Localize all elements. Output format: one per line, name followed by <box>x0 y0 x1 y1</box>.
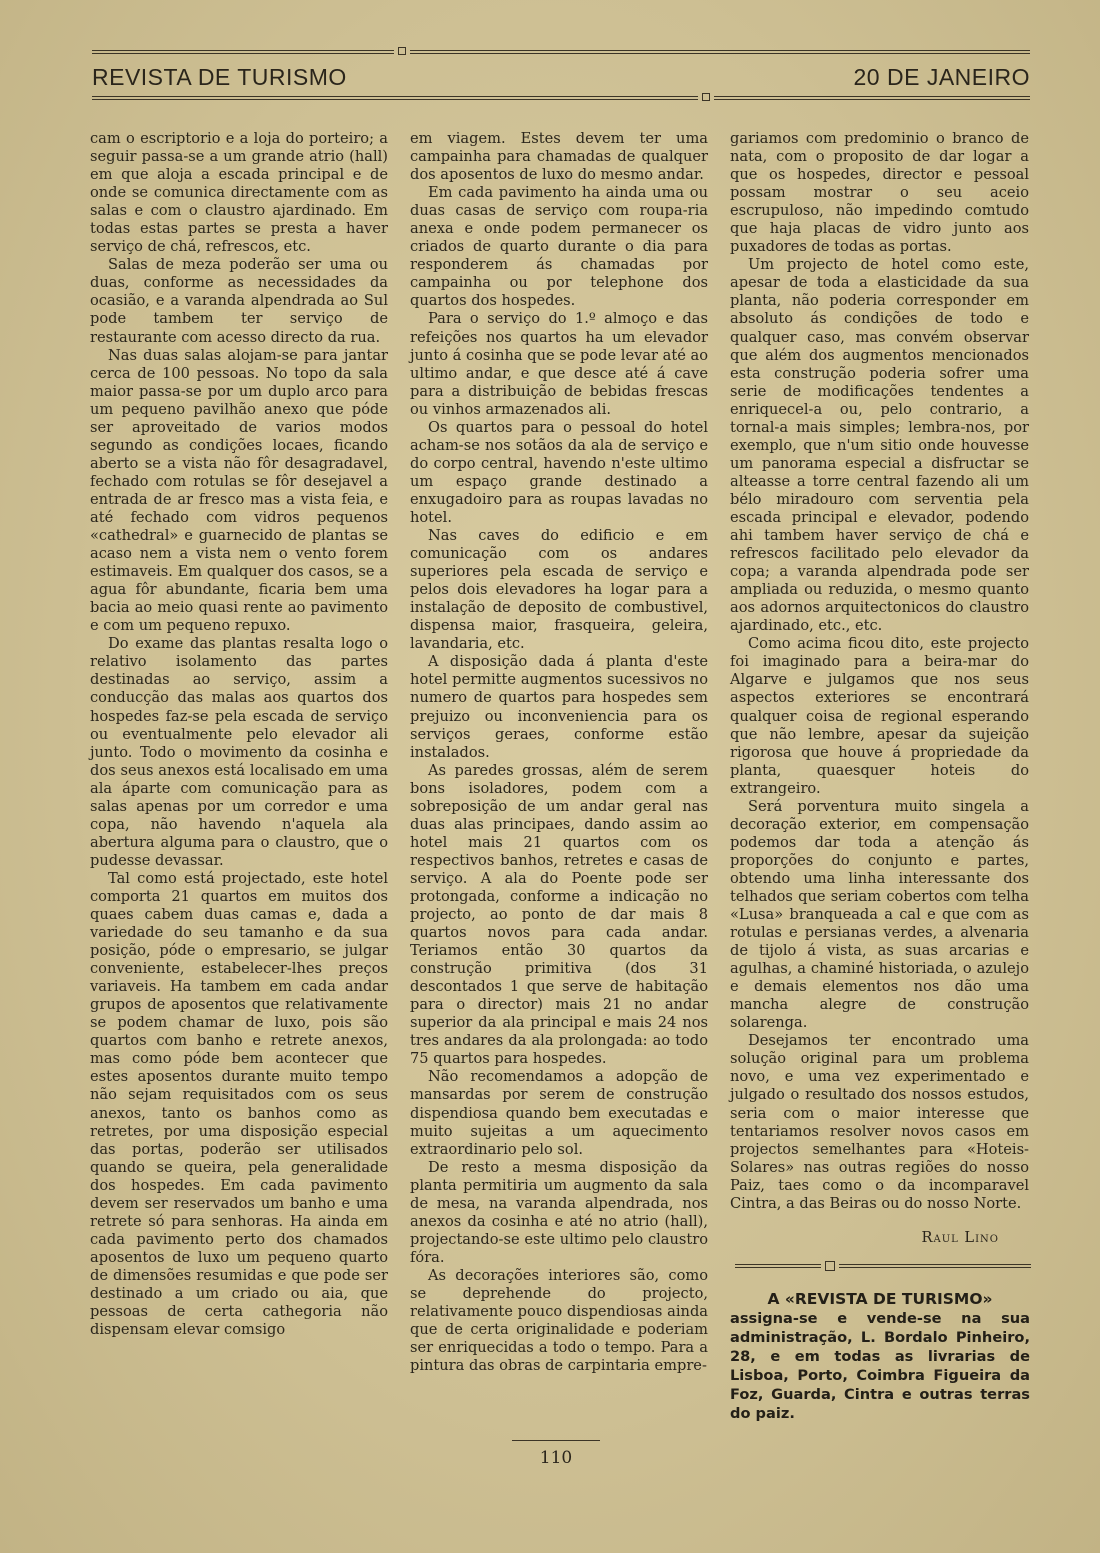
paragraph: Nas caves do edificio e em comunicação com os andares superiores pela escada de serviço e pelos dois elevadores ha logar para a instalação de deposito de combustivel, dispensa maior, frasqueira, geleira, lavandaria, etc. <box>410 527 708 653</box>
paragraph: Salas de meza poderão ser uma ou duas, conforme as necessidades da ocasião, e a varanda alpendrada ao Sul pode tambem ter serviço de restaurante com acesso directo da rua. <box>90 256 388 346</box>
text-column-3 <box>730 130 1029 1247</box>
notice-title: A «REVISTA DE TURISMO» <box>767 1290 993 1308</box>
header-title: REVISTA DE TURISMO <box>92 64 347 90</box>
section-divider <box>735 1262 1031 1270</box>
text-column-1 <box>90 130 388 1339</box>
header-date: 20 DE JANEIRO <box>853 64 1030 90</box>
paragraph: Do exame das plantas resalta logo o relativo isolamento das partes destinadas ao serviço, assim a conducção das malas aos quartos dos hospedes faz-se pela escada de serviço ou eventualmente pelo elevador ali junto. Todo o movimento da cosinha e dos seus anexos está localisado em uma ala áparte com comunicação para as salas apenas por um corredor e uma copa, não havendo n'aquela ala abertura alguma para o claustro, que o pudesse devassar. <box>90 635 388 869</box>
paragraph: Tal como está projectado, este hotel comporta 21 quartos em muitos dos quaes cabem duas camas e, dada a variedade do seu tamanho e da sua posição, póde o empresario, se julgar conveniente, estabelecer-lhes preços variaveis. Ha tambem em cada andar grupos de aposentos que relativamente se podem chamar de luxo, pois são quartos com banho e retrete anexos, mas como póde bem acontecer que estes aposentos durante muito tempo não sejam requisitados com os seus anexos, tanto os banhos como as retretes, por uma disposição especial das portas, poderão ser utilisados quando se queira, pela generalidade dos hospedes. Em cada pavimento devem ser reservados um banho e uma retrete só para senhoras. Ha ainda em cada pavimento perto dos chamados aposentos de luxo um pequeno quarto de dimensões resumidas e que pode ser destinado a um criado ou aia, que pessoas de certa cathegoria não dispensam elevar comsigo <box>90 869 388 1339</box>
paragraph: As paredes grossas, além de serem bons isoladores, podem com a sobreposição de um andar geral nas duas alas principaes, dando assim ao hotel mais 21 quartos com os respectivos banhos, retretes e casas de serviço. A ala do Poente pode ser protongada, conforme a indicação no projecto, ao ponto de dar mais 8 quartos novos para cada andar. Teriamos então 30 quartos da construção primitiva (dos 31 descontados 1 que serve de habitação para o director) mais 21 no andar superior da ala principal e mais 24 nos tres andares da ala prolongada: ao todo 75 quartos para hospedes. <box>410 761 708 1068</box>
rule-ornament <box>825 1261 835 1271</box>
paragraph: Um projecto de hotel como este, apesar de toda a elasticidade da sua planta, não poderia corresponder em absoluto ás condições de todo e qualquer caso, mas convém observar que além dos augmentos mencionados esta construção poderia sofrer uma serie de modificações tendentes a enriquecel-a ou, pelo contrario, a tornal-a mais simples; lembra-nos, por exemplo, que n'um sitio onde houvesse um panorama especial a disfructar se alteasse a torre central fazendo ali um bélo miradouro com serventia pela escada principal e elevador, podendo ahi tambem haver serviço de chá e refrescos facilitado pelo elevador da copa; a varanda alpendrada pode ser ampliada ou reduzida, o mesmo quanto aos adornos arquitectonicos do claustro ajardinado, etc., etc. <box>730 256 1029 635</box>
author-signature: Raul Lino <box>921 1228 999 1246</box>
paragraph: Nas duas salas alojam-se para jantar cerca de 100 pessoas. No topo da sala maior passa-se por um duplo arco para um pequeno pavilhão anexo que póde ser aproveitado de varios modos segundo as condições locaes, ficando aberto se a vista não fôr desagradavel, fechado com rotulas se fôr desejavel a entrada de ar fresco mas a vista feia, e até fechado com vidros pequenos «cathedral» e guarnecido de plantas se acaso nem a vista nem o vento forem estimaveis. Em qualquer dos casos, se a agua fôr abundante, ficaria bem uma bacia ao meio quasi rente ao pavimento e com um pequeno repuxo. <box>90 346 388 635</box>
paragraph: Desejamos ter encontrado uma solução original para um problema novo, e uma vez experimentado e julgado o resultado dos nossos estudos, seria com o maior interesse que tentariamos resolver novos casos em projectos semelhantes para «Hoteis-Solares» nas outras regiões do nosso Paiz, taes como o da incomparavel Cintra, a das Beiras ou do nosso Norte. <box>730 1032 1029 1212</box>
header-rule-bottom <box>92 96 1030 102</box>
subscription-notice <box>730 1290 1030 1423</box>
paragraph: gariamos com predominio o branco de nata, com o proposito de dar logar a que os hospedes, director e pessoal possam mostrar o seu aceio escrupuloso, não impedindo comtudo que haja placas de vidro junto aos puxadores de todas as portas. <box>730 130 1029 256</box>
notice-body: assigna-se e vende-se na sua administração, L. Bordalo Pinheiro, 28, e em todas as livrarias de Lisboa, Porto, Coimbra Figueira da Foz, Guarda, Cintra e outras terras do paiz. <box>730 1310 1030 1422</box>
paragraph: Não recomendamos a adopção de mansardas por serem de construção dispendiosa quando bem executadas e muito sujeitas a um aquecimento extraordinario pelo sol. <box>410 1068 708 1158</box>
paragraph: Os quartos para o pessoal do hotel acham-se nos sotãos da ala de serviço e do corpo central, havendo n'este ultimo um espaço grande destinado a enxugadoiro para as roupas lavadas no hotel. <box>410 418 708 526</box>
header-rule-top <box>92 50 1030 56</box>
paragraph: Será porventura muito singela a decoração exterior, em compensação podemos dar toda a atenção ás proporções do conjunto e partes, obtendo uma linha interessante dos telhados que seriam cobertos com telha «Lusa» branqueada a cal e que com as rotulas e persianas verdes, a alvenaria de tijolo á vista, as suas arcarias e agulhas, a chaminé historiada, o azulejo e demais elementos nos dão uma mancha alegre de construção solarenga. <box>730 797 1029 1032</box>
paragraph: Como acima ficou dito, este projecto foi imaginado para a beira-mar do Algarve e julgamos que nos seus aspectos exteriores se encontrará qualquer coisa de regional esperando que não lembre, apesar da sujeição rigorosa que houve á propriedade da planta, quaesquer hoteis do extrangeiro. <box>730 635 1029 797</box>
rule-ornament <box>398 47 406 55</box>
paragraph: Em cada pavimento ha ainda uma ou duas casas de serviço com roupa-ria anexa e onde podem permanecer os criados de quarto durante o dia para responderem ás chamadas por campainha ou por telephone dos quartos dos hospedes. <box>410 184 708 310</box>
paragraph: De resto a mesma disposição da planta permitiria um augmento da sala de mesa, na varanda alpendrada, nos anexos da cosinha e até no atrio (hall), projectando-se este ultimo pelo claustro fóra. <box>410 1158 708 1266</box>
page-number: 110 <box>539 1448 573 1468</box>
paragraph: em viagem. Estes devem ter uma campainha para chamadas de qualquer dos aposentos de luxo do mesmo andar. <box>410 130 708 184</box>
paragraph: As decorações interiores são, como se deprehende do projecto, relativamente pouco dispendiosas ainda que de certa originalidade e poderiam ser enriquecidas a todo o tempo. Para a pintura das obras de carpintaria empre- <box>410 1266 708 1375</box>
rule-ornament <box>702 93 710 101</box>
footer-rule <box>512 1440 600 1441</box>
paragraph: A disposição dada á planta d'este hotel permitte augmentos sucessivos no numero de quartos para hospedes sem prejuizo ou inconveniencia para os serviços geraes, conforme estão instalados. <box>410 653 708 761</box>
paragraph: Para o serviço do 1.º almoço e das refeições nos quartos ha um elevador junto á cosinha que se pode levar até ao ultimo andar, e que desce até á cave para a distribuição de bebidas frescas ou vinhos armazenados ali. <box>410 310 708 418</box>
text-column-2 <box>410 130 708 1375</box>
paragraph: cam o escriptorio e a loja do porteiro; a seguir passa-se a um grande atrio (hall) em que aloja a escada principal e de onde se comunica directamente com as salas e com o claustro ajardinado. Em todas estas partes se presta a haver serviço de chá, refrescos, etc. <box>90 130 388 256</box>
